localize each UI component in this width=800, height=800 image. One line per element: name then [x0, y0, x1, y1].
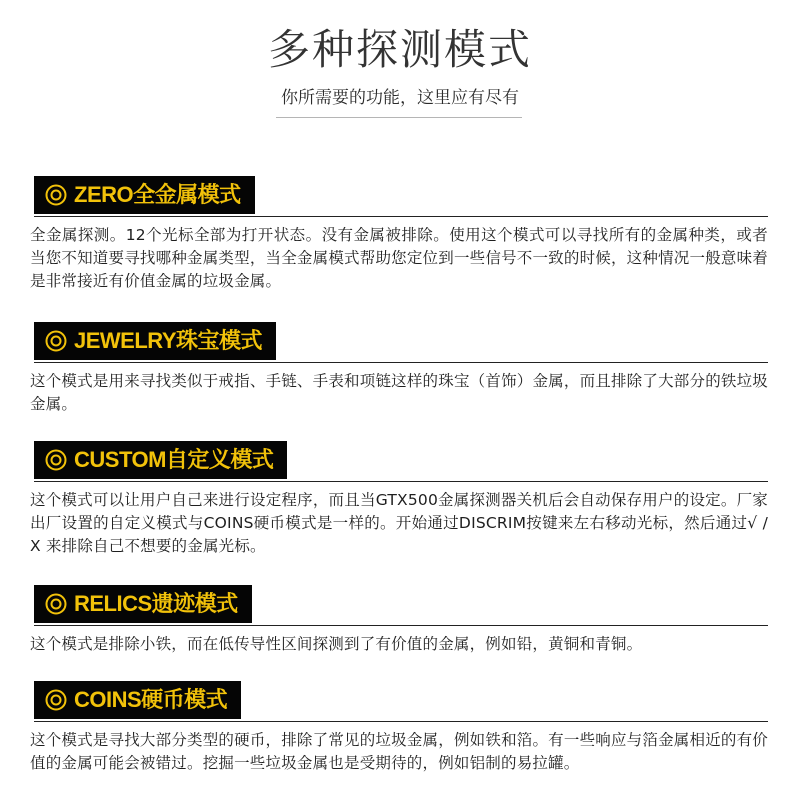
mode-badge — [34, 681, 241, 719]
target-rings-icon — [44, 183, 68, 207]
mode-title: CUSTOM自定义模式 — [74, 447, 274, 472]
target-rings-icon — [44, 688, 68, 712]
mode-title: COINS硬币模式 — [74, 687, 228, 712]
page-title: 多种探测模式 — [267, 25, 532, 74]
section-divider — [34, 721, 768, 722]
mode-header — [30, 441, 768, 479]
section-divider — [34, 481, 768, 482]
mode-badge — [34, 585, 252, 623]
target-rings-icon — [44, 329, 68, 353]
mode-header — [30, 681, 768, 719]
mode-badge — [34, 176, 255, 214]
mode-description: 这个模式是寻找大部分类型的硬币，排除了常见的垃圾金属，例如铁和箔。有一些响应与箔金属相近的有价值的金属可能会被错过。挖掘一些垃圾金属也是受期待的，例如铝制的易拉罐。 — [30, 731, 768, 772]
mode-badge — [34, 322, 276, 360]
section-divider — [34, 216, 768, 217]
mode-description: 全金属探测。12个光标全部为打开状态。没有金属被排除。使用这个模式可以寻找所有的金属种类，或者当您不知道要寻找哪种金属类型，当全金属模式帮助您定位到一些信号不一致的时候，这种情况一般意味着是非常接近有价值金属的垃圾金属。 — [30, 226, 768, 290]
mode-section-jewelry — [30, 322, 768, 416]
mode-section-coins — [30, 681, 768, 775]
mode-section-zero — [30, 176, 768, 293]
section-divider — [34, 362, 768, 363]
mode-title: ZERO全金属模式 — [74, 182, 241, 207]
mode-description: 这个模式是排除小铁，而在低传导性区间探测到了有价值的金属，例如铅，黄铜和青铜。 — [30, 635, 643, 653]
target-rings-icon — [44, 448, 68, 472]
mode-header — [30, 585, 768, 623]
mode-description: 这个模式可以让用户自己来进行设定程序，而且当GTX500金属探测器关机后会自动保存用户的设定。厂家出厂设置的自定义模式与COINS硬币模式是一样的。开始通过DISCRIM按键来左右移动光标，然后通过√ / X 来排除自己不想要的金属光标。 — [30, 491, 768, 555]
mode-header — [30, 176, 768, 214]
mode-title: JEWELRY珠宝模式 — [74, 328, 263, 353]
mode-header — [30, 322, 768, 360]
subtitle-underline — [276, 117, 522, 118]
mode-section-relics — [30, 585, 768, 656]
mode-description: 这个模式是用来寻找类似于戒指、手链、手表和项链这样的珠宝（首饰）金属，而且排除了大部分的铁垃圾金属。 — [30, 372, 768, 413]
page-subtitle: 你所需要的功能，这里应有尽有 — [281, 88, 519, 108]
mode-badge — [34, 441, 287, 479]
section-divider — [34, 625, 768, 626]
mode-section-custom — [30, 441, 768, 558]
target-rings-icon — [44, 592, 68, 616]
mode-title: RELICS遗迹模式 — [74, 591, 238, 616]
